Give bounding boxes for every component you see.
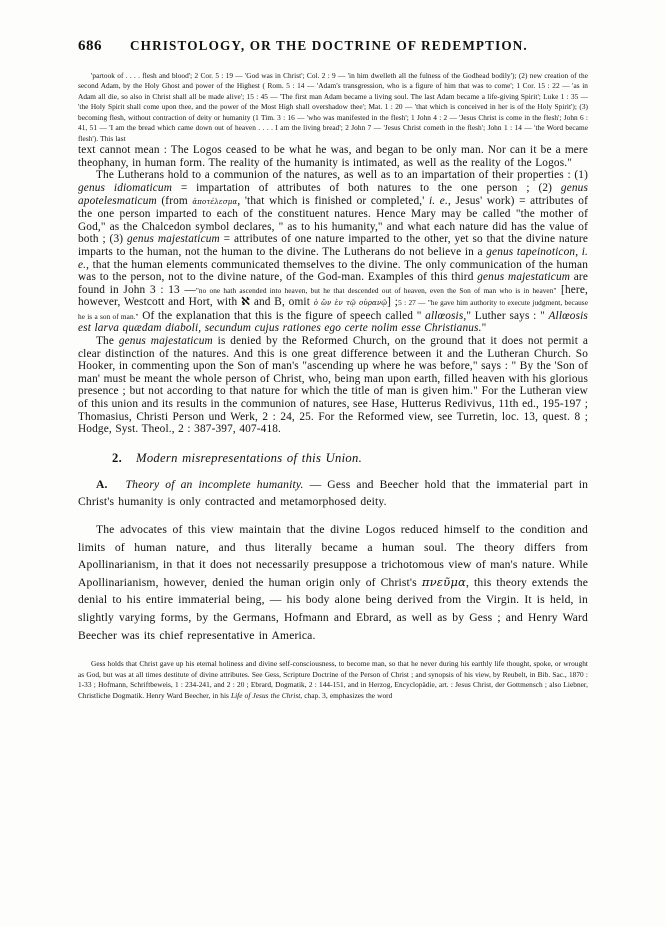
fine-print-tail-2: , chap. 3, emphasizes the word (300, 690, 393, 700)
body-paragraph-lutheran-communion (78, 169, 588, 335)
fine-print-paragraph-gess-references (78, 659, 588, 701)
body-text-1: text cannot mean : The Logos ceased to be what he was, and began to be only man. Nor can it be a mere theophany, in human form. The reality of the humanity is intimated, as well as the reality of the Logos." (78, 144, 588, 169)
body-paragraph-logos-humanity (78, 144, 588, 169)
lutheran-tail-3: ] ; (387, 296, 399, 309)
lutheran-mid-6: , (575, 245, 582, 258)
lutheran-mid-4: , Jesus' work) = attributes of the one person imparted to each of the constituent natures. Hence Mary may be called "the mother of God," as the Chalcedon symbol declares, " as to his humanity," and what each nature did has the value of both ; (3) (78, 194, 588, 246)
subsection-title: Theory of an incomplete humanity. (125, 477, 304, 491)
spacer-after-section (78, 466, 588, 476)
section-heading (78, 451, 588, 466)
latin-quote-luther: Allœosis est larva quædam diaboli, secundum cujus rationes ego certe nolim esse Christianus. (78, 309, 588, 335)
body-paragraph-advocates (78, 521, 588, 644)
lutheran-tail-4: Of the explanation that this is the figure of speech called " (138, 309, 426, 322)
reformed-text: is denied by the Reformed Church, on the ground that it does not permit a clear distinction of the natures. And this is one great difference between it and the Lutheran Church. So Hooker, in commenting upon the Son of man's "ascending up where he was before," says : " By the 'Son of man' must be meant the whole person of Christ, who, being man upon earth, filled heaven with his glorious presence ; but not according to that nature for which the title of man is given him." For the Lutheran view of this union and its results in the communion of natures, see Hase, Hutterus Redivivus, 11th ed., 195-197 ; Thomasius, Christi Person und Werk, 2 : 24, 25. For the Reformed view, see Turretin, loc. 13, quest. 8 ; Hodge, Syst. Theol., 2 : 387-397, 407-418. (78, 335, 588, 436)
term-genus-majestaticum-1: genus majestaticum (126, 233, 220, 246)
sigla-aleph: ℵ (241, 295, 251, 309)
section-number: 2. (112, 450, 123, 465)
greek-phrase-ho-on-en-to-ourano: ὁ ὢν ἐν τῷ οὐρανῷ (313, 299, 388, 308)
lutheran-mid-8: are found in John 3 : 13 — (78, 271, 589, 296)
term-genus-majestaticum-3: genus majestaticum (118, 335, 213, 348)
fine-print-paragraph-scripture-proofs (78, 71, 588, 144)
term-genus-majestaticum-2: genus majestaticum (477, 271, 571, 284)
fine-print-lead-2: Gess holds that Christ gave up his eternal holiness and divine self-consciousness, to become man, so that he never during his earthly life thought, spoke, or wrought as God, but was at all times destitute of divine attributes. See Gess, Scripture Doctrine of the Person of Christ ; and synopsis of his view, by Reubelt, in Bib. Sac., 1870 : 1-33 ; Hofmann, Schriftbeweis, 1 : 234-241, and 2 : 20 ; Ebrard, Dogmatik, 2 : 144-151, and in Herzog, Encyclopädie, art. : Jesus Christ, der Gottmensch ; also Liebner, Christliche Dogmatik. Henry Ward Beecher, in his (78, 659, 588, 700)
subsection-dash: — (303, 477, 328, 491)
fine-print-text-1: 'partook of . . . . flesh and blood'; 2 Cor. 5 : 19 — 'God was in Christ'; Col. 2 : 9 — 'in him dwelleth all the fulness of the Godhead bodily'); (2) new creation of the second Adam, by the Holy Ghost and power of the Highest ( Rom. 5 : 14 — 'Adam's transgression, who is a figure of him that was to come'; 1 Cor. 15 : 22 — 'as in Adam all die, so also in Christ shall all be made alive'; 15 : 45 — 'The first man Adam became a living soul. The last Adam became a life-giving Spirit'; Luke 1 : 35 — 'the Holy Spirit shall come upon thee, and the power of the Most High shall overshadow thee'; Mat. 1 : 20 — 'that which is conceived in her is of the Holy Spirit'); (3) becoming flesh, without contraction of deity or humanity (1 Tim. 3 : 16 — 'who was manifested in the flesh'; 1 John 4 : 2 — 'Jesus Christ is come in the flesh'; John 6 : 41, 51 — 'I am the bread which came down out of heaven . . . . I am the living bread'; 2 John 7 — 'Jesus Christ cometh in the flesh'; John 1 : 14 — 'the Word became flesh'). This last (78, 71, 588, 143)
term-alloeosis: allœosis (425, 309, 464, 322)
greek-word-apotelesma: ἀποτέλεσμα (192, 197, 238, 206)
subsection-body: Gess and Beecher hold that the immaterial part in Christ's humanity is only contracted and metamorphosed deity. (78, 477, 589, 509)
running-head (78, 38, 588, 55)
reformed-lead: The (96, 335, 119, 348)
lutheran-mid-2: (from (156, 194, 193, 207)
section-title: Modern misrepresentations of this Union. (136, 450, 363, 465)
advocates-lead: The advocates of this view maintain that the divine Logos reduced himself to the condition and limits of human nature, and thus literally became a human soul. The theory differs from Apollinarianism, in that it does not necessarily presuppose a trichotomous view of man's nature. While Apollinarianism, however, denied the human origin only of Christ's (78, 523, 588, 589)
body-paragraph-reformed-denial (78, 335, 588, 436)
lutheran-mid-1: = impartation of attributes of both natures to the one person ; (2) (172, 181, 561, 194)
greek-word-pneuma: πνεῦμα (421, 574, 467, 589)
spacer-before-section (78, 436, 588, 451)
lutheran-tail-6: " (481, 322, 487, 335)
page-folio-number: 686 (78, 38, 102, 54)
lutheran-tail-5: ," Luther says : " (463, 309, 549, 322)
lutheran-mid-7: , that the human elements communicated themselves to the divine. The only communication of the human was to the person, not to the divine nature, of the God-man. Examples of this third (78, 258, 588, 284)
fine-print-quote-john-3-13: "no one hath ascended into heaven, but he that descended out of heaven, even the Son of man who is in heaven" (195, 285, 557, 295)
subsection-letter: A. (96, 477, 108, 491)
abbrev-id-est-2: i. e. (78, 245, 588, 271)
term-genus-idiomaticum: genus idiomaticum (78, 181, 173, 194)
lutheran-mid-3: , 'that which is finished or completed,' (237, 194, 429, 207)
lutheran-mid-5: = attributes of one nature imparted to the other, yet so that the divine nature imparts to the human, not the human to the divine. The Lutherans do not believe in a (78, 233, 589, 258)
lutheran-tail-1: [here, however, Westcott and Hort, with (78, 283, 588, 309)
term-genus-apotelesmaticum: genus apotelesmaticum (78, 181, 588, 207)
lutheran-lead: The Lutherans hold to a communion of the natures, as well as to an impartation of their properties : (1) (96, 169, 588, 182)
lutheran-tail-2: and B, omit (250, 296, 314, 309)
abbrev-id-est-1: i. e. (428, 194, 448, 207)
term-genus-tapeinoticon: genus tapeinoticon (486, 245, 576, 258)
advocates-tail: , this theory extends the denial to his entire immaterial being, — his body alone being derived from the Virgin. It is held, in slightly varying forms, by the Germans, Hofmann and Ebrard, as well as by Gess ; and Henry Ward Beecher was its chief representative in America. (78, 575, 589, 642)
fine-print-quote-john-5-27: 5 : 27 — "he gave him authority to execute judgment, because he is a son of man." (78, 298, 588, 321)
page-content (78, 38, 588, 701)
spacer-before-advocates (78, 511, 588, 521)
subsection-a-paragraph (78, 476, 588, 511)
running-head-title: CHRISTOLOGY, OR THE DOCTRINE OF REDEMPTION. (130, 38, 528, 53)
book-title-life-of-jesus: Life of Jesus the Christ (231, 690, 301, 700)
spacer-before-fine-2 (78, 644, 588, 659)
